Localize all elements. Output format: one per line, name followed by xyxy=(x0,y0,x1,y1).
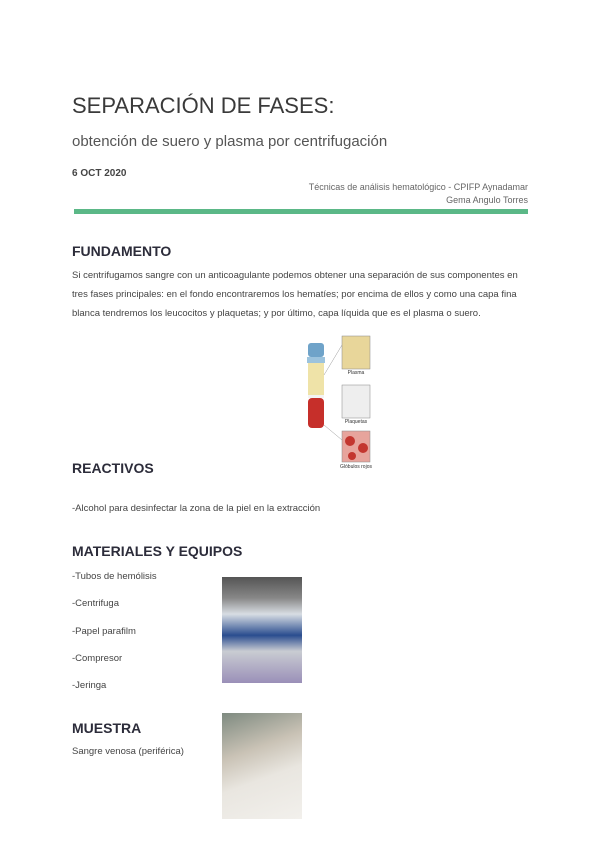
centrifuge-photo xyxy=(222,577,302,683)
muestra-text: Sangre venosa (periférica) xyxy=(72,746,184,757)
section-heading-muestra: MUESTRA xyxy=(72,720,142,736)
materiales-item: -Tubos de hemólisis xyxy=(72,571,157,582)
materiales-item: -Compresor xyxy=(72,653,123,664)
materiales-item: -Centrifuga xyxy=(72,598,119,609)
document-title: SEPARACIÓN DE FASES: xyxy=(72,93,335,118)
reactivos-item: -Alcohol para desinfectar la zona de la piel en la extracción xyxy=(72,503,321,514)
materiales-item: -Jeringa xyxy=(72,680,107,691)
section-heading-materiales: MATERIALES Y EQUIPOS xyxy=(72,543,243,559)
figure-label-globulos-rojos: Glóbulos rojos xyxy=(340,464,372,470)
fundamento-text: Si centrifugamos sangre con un anticoagulante podemos obtener una separación de sus componentes en tres fases principales: en el fondo encontraremos los hematíes; por encima de ellos y como una capa fina blanca tendremos los leucocitos y plaquetas; y por último, capa líquida que es el plasma o suero. xyxy=(72,270,518,319)
section-heading-reactivos: REACTIVOS xyxy=(72,460,154,476)
document-meta xyxy=(309,181,528,207)
course-name: Técnicas de análisis hematológico - CPIFP Aynadamar xyxy=(308,182,528,192)
header-divider xyxy=(74,209,528,214)
document-subtitle: obtención de suero y plasma por centrifugación xyxy=(72,133,388,150)
section-heading-fundamento: FUNDAMENTO xyxy=(72,243,172,259)
blood-separation-figure xyxy=(300,335,380,475)
materiales-item: -Papel parafilm xyxy=(72,626,136,637)
figure-label-plaquetas: Plaquetas xyxy=(344,419,368,425)
blood-sample-photo xyxy=(222,713,302,819)
document-date: 6 OCT 2020 xyxy=(72,168,127,179)
author-name: Gema Angulo Torres xyxy=(446,195,528,205)
figure-label-plasma: Plasma xyxy=(347,370,365,376)
